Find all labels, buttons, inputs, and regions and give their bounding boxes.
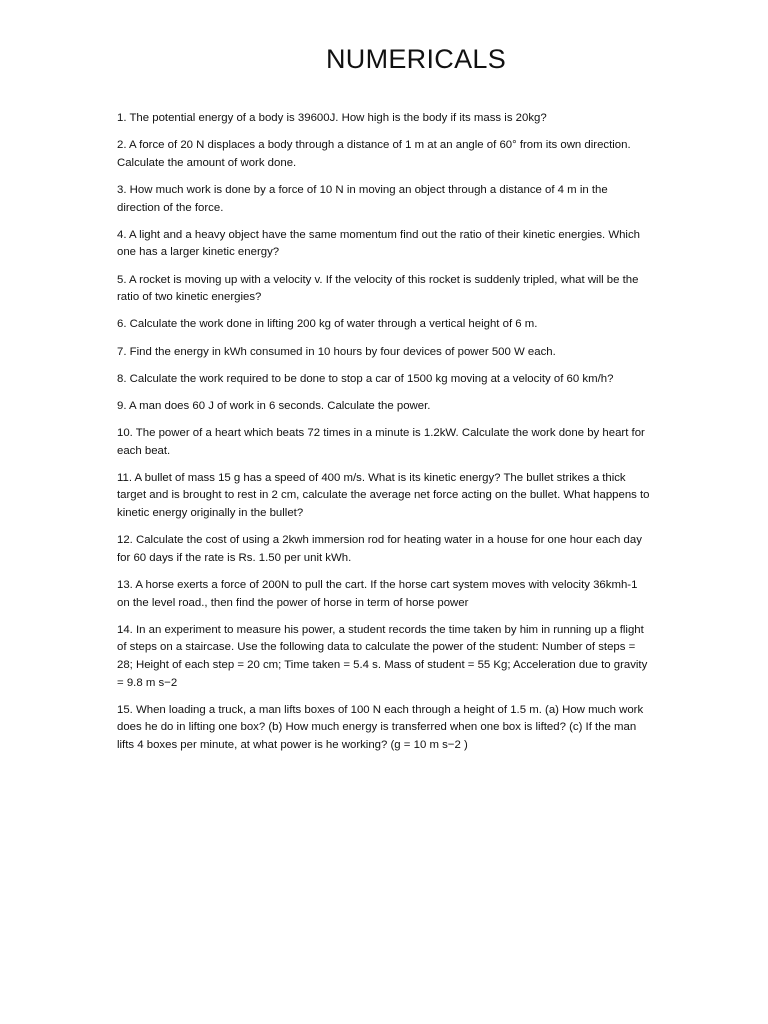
question-item: 3. How much work is done by a force of 10 N in moving an object through a distance of 4 m in the direction of the force. [117,183,608,214]
question-item: 7. Find the energy in kWh consumed in 10 hours by four devices of power 500 W each. [117,345,556,358]
question-item: 4. A light and a heavy object have the same momentum find out the ratio of their kinetic energies. Which one has a larger kinetic energy? [117,228,640,259]
question-item: 14. In an experiment to measure his power, a student records the time taken by him in running up a flight of steps on a staircase. Use the following data to calculate the power of the student: Number of steps = 28; Height of each step = 20 cm; Time taken = 5.4 s. Mass of student = 55 Kg; Acceleration due to gravity = 9.8 m s−2 [117,623,648,689]
page-title: NUMERICALS [325,44,507,74]
question-item: 10. The power of a heart which beats 72 times in a minute is 1.2kW. Calculate the work done by heart for each beat. [117,427,645,457]
question-item: 1. The potential energy of a body is 39600J. How high is the body if its mass is 20kg? [117,112,547,124]
question-item: 12. Calculate the cost of using a 2kwh immersion rod for heating water in a house for one hour each day for 60 days if the rate is Rs. 1.50 per unit kWh. [117,534,642,564]
question-item: 11. A bullet of mass 15 g has a speed of 400 m/s. What is its kinetic energy? The bullet strikes a thick target and is brought to rest in 2 cm, calculate the average net force acting on the bullet. What happens to kinetic energy originally in the bullet? [117,471,650,520]
question-item: 15. When loading a truck, a man lifts boxes of 100 N each through a height of 1.5 m. (a) How much work does he do in lifting one box? (b) How much energy is transferred when one box is lifted? (c) If the man lifts 4 boxes per minute, at what power is he working? (g = 10 m s−2 ) [117,703,644,751]
question-item: 13. A horse exerts a force of 200N to pull the cart. If the horse cart system moves with velocity 36kmh-1 on the level road., then find the power of horse in term of horse power [117,579,638,609]
question-item: 2. A force of 20 N displaces a body through a distance of 1 m at an angle of 60° from its own direction. Calculate the amount of work done. [117,139,631,169]
question-item: 6. Calculate the work done in lifting 200 kg of water through a vertical height of 6 m. [117,318,538,331]
question-item: 5. A rocket is moving up with a velocity v. If the velocity of this rocket is suddenly tripled, what will be the ratio of two kinetic energies? [117,273,639,304]
question-list [117,110,652,764]
question-item: 8. Calculate the work required to be done to stop a car of 1500 kg moving at a velocity of 60 km/h? [117,372,614,385]
question-item: 9. A man does 60 J of work in 6 seconds. Calculate the power. [117,399,431,412]
